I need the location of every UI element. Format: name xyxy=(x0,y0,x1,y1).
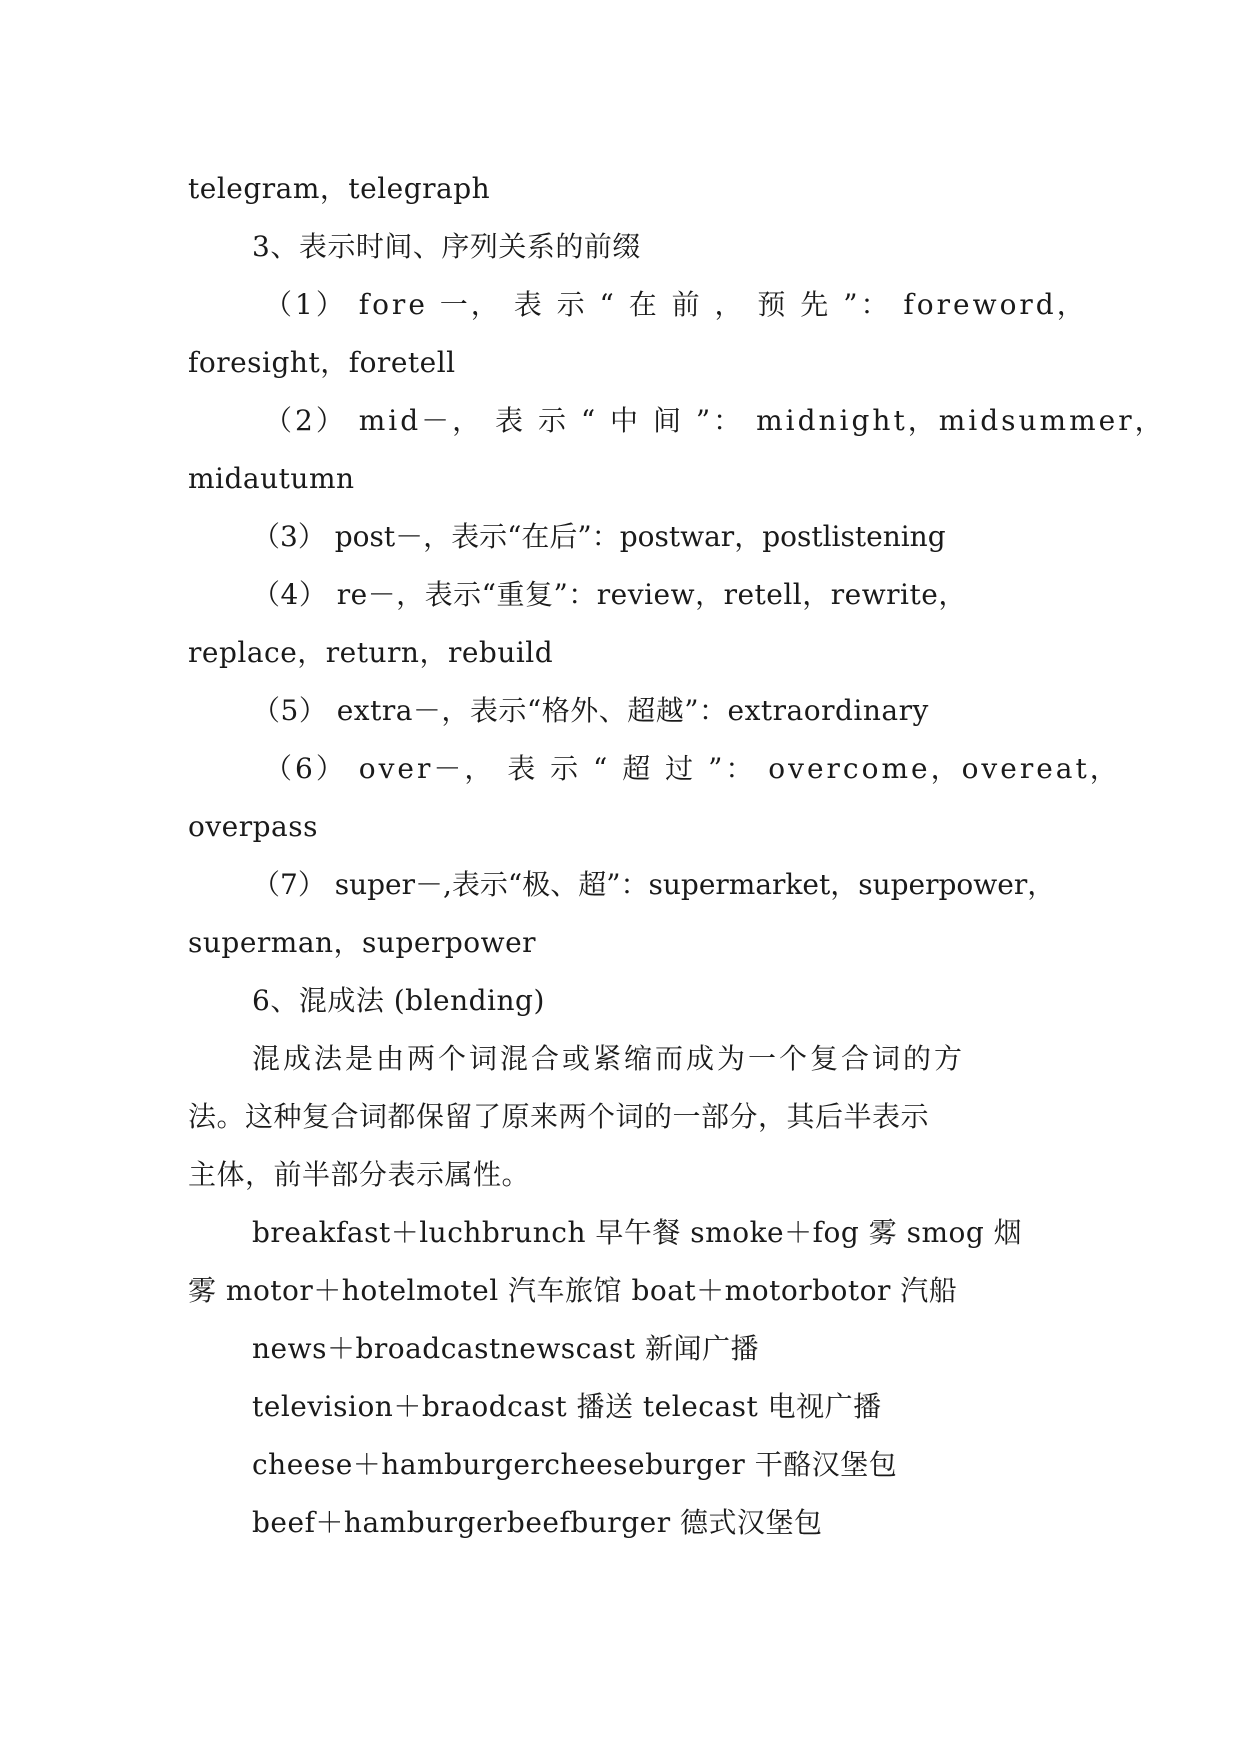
example-line: news＋broadcastnewscast 新闻广播 xyxy=(252,1332,760,1365)
text-line: foresight，foretell xyxy=(188,346,456,379)
text-line: （3） post－，表示“在后”：postwar，postlistening xyxy=(252,520,946,553)
paragraph-line: 法。这种复合词都保留了原来两个词的一部分，其后半表示 xyxy=(188,1100,930,1133)
example-line: 雾 motor＋hotelmotel 汽车旅馆 boat＋motorbotor 汽船 xyxy=(188,1274,958,1307)
section-heading: 6、混成法 (blending) xyxy=(252,984,545,1017)
document-body xyxy=(188,160,1166,1552)
paragraph-line: 混成法是由两个词混合或紧缩而成为一个复合词的方 xyxy=(252,1042,966,1075)
text-line: （2） mid－， 表 示 “ 中 间 ”： midnight，midsummer， xyxy=(264,404,1166,437)
text-line: telegram，telegraph xyxy=(188,172,491,205)
text-line: （5） extra－，表示“格外、超越”：extraordinary xyxy=(252,694,929,727)
text-line: （6） over－， 表 示 “ 超 过 ”： overcome，overeat， xyxy=(264,752,1121,785)
text-line: （1） fore 一， 表 示 “ 在 前 ， 预 先 ”： foreword， xyxy=(264,288,1088,321)
section-heading: 3、表示时间、序列关系的前缀 xyxy=(252,230,641,263)
example-line: cheese＋hamburgercheeseburger 干酪汉堡包 xyxy=(252,1448,898,1481)
example-line: television＋braodcast 播送 telecast 电视广播 xyxy=(252,1390,882,1423)
text-line: overpass xyxy=(188,810,318,843)
example-line: breakfast＋luchbrunch 早午餐 smoke＋fog 雾 smog 烟 xyxy=(252,1216,1023,1249)
text-line: midautumn xyxy=(188,462,355,495)
example-line: beef＋hamburgerbeefburger 德式汉堡包 xyxy=(252,1506,823,1539)
paragraph-line: 主体，前半部分表示属性。 xyxy=(188,1158,531,1191)
text-line: （7） super－,表示“极、超”：supermarket，superpower， xyxy=(252,868,1056,901)
text-line: replace，return，rebuild xyxy=(188,636,554,669)
text-line: （4） re－，表示“重复”：review，retell，rewrite， xyxy=(252,578,967,611)
text-line: superman，superpower xyxy=(188,926,537,959)
